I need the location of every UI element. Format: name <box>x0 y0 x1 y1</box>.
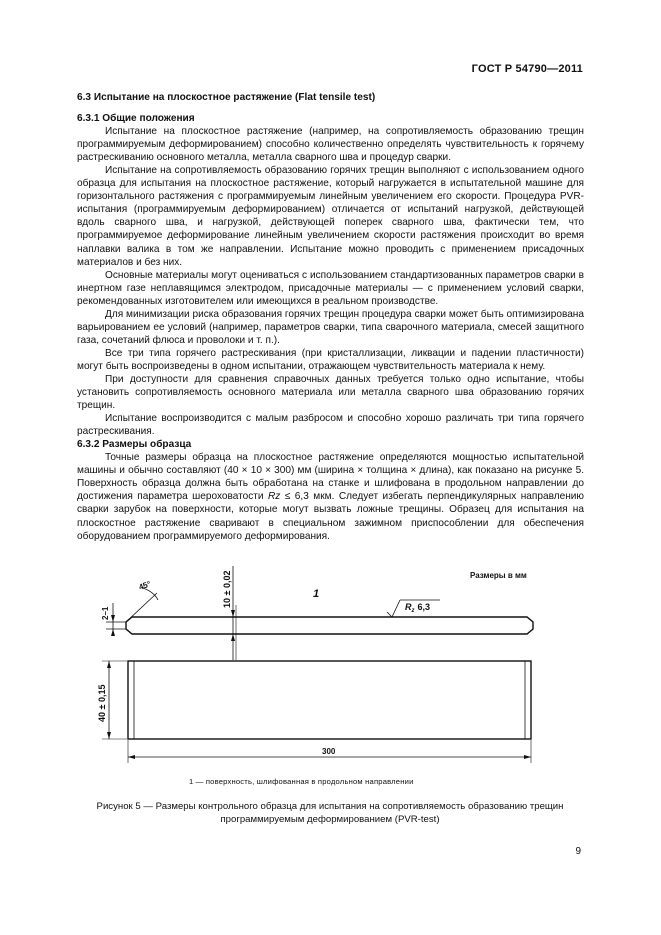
width-label: 40 ± 0,15 <box>97 684 107 722</box>
figure-caption: Рисунок 5 — Размеры контрольного образца для испытания на сопротивляемость образованию трещин программируемым деформированием (PVR-test) <box>96 801 564 825</box>
paragraph: Для минимизации риска образования горячих трещин процедура сварки может быть оптимизирована варьированием ее условий (например, параметров сварки, типа сварочного материала, смесей защитного газа, сочетаний флюса и проволоки и т. п.). <box>77 308 584 346</box>
figure-legend: 1 — поверхность, шлифованная в продольном направлении <box>189 777 414 786</box>
specimen-plan-view <box>102 661 531 763</box>
paragraph: Основные материалы могут оцениваться с использованием стандартизованных параметров сварки в инертном газе неплавящимся электродом, присадочные материалы — с применением условий сварки, рекомендованных изготовителем или имеющихся в реальном производстве. <box>77 269 584 307</box>
paragraph: Испытание на сопротивляемость образованию горячих трещин выполняют с использованием одного образца для испытания на плоскостное растяжение, который нагружается в испытательной машине для горизонтального растяжения с программируемым линейным увеличением его скорости. Процедура PVR-испытания (программируемым деформированием) отличается от испытаний нагрузкой, действующей вдоль сварного шва, и нагрузкой, действующей поперек сварного шва, фактически тем, что программируемое деформирование линейным увеличением скорости растяжения происходит во время наплавки валика в том же направлении. Испытание можно проводить с применением присадочных материалов и без них. <box>77 165 584 268</box>
paragraph: Испытание на плоскостное растяжение (например, на сопротивляемость образованию трещин программируемым деформированием) способно количественно определять чувствительность к горячему растрескиванию основного металла, металла сварного шва и процедур сварки. <box>77 126 584 164</box>
roughness-symbol: $R_z$ 6,3 <box>405 602 431 614</box>
section-title: 6.3 Испытание на плоскостное растяжение (Flat tensile test) <box>77 92 376 103</box>
length-label: 300 <box>322 747 336 756</box>
thickness-label: 10 ± 0,02 <box>222 570 232 608</box>
paragraph: Все три типа горячего растрескивания (при кристаллизации, ликвации и падении пластичности) могут быть воспроизведены в одном испытании, отражающем чувствительность материала к нему. <box>77 347 584 372</box>
chamfer-label: 2–1 <box>101 606 110 620</box>
specimen-side-view <box>106 566 533 660</box>
standard-header: ГОСТ Р 54790—2011 <box>471 63 583 75</box>
paragraph: Испытание воспроизводится с малым разбросом и способно хорошо различать три типа горячего растрескивания. <box>77 413 584 438</box>
angle-label: 45° <box>137 579 153 592</box>
paragraph: При доступности для сравнения справочных данных требуется только одно испытание, чтобы установить сопротивляемость основного материала или металла сварного шва образованию горячих трещин. <box>77 373 584 412</box>
paragraph-dimensions: Точные размеры образца на плоскостное растяжение определяются мощностью испытательной машины и обычно составляют (40 × 10 × 300) мм (ширина × толщина × длина), как показано на рисунке 5. Поверхность образца должна быть обработана на станке и шлифована в продольном направлении до достижения параметра шероховатости Rz ≤ 6,3 мкм. Следует избегать перпендикулярных направлению сварки зарубок на поверхности, которые могут вызвать ложные трещины. Образец для испытания на плоскостное растяжение сваривают в специальном зажимном приспособлении для обеспечения оборудованием программируемого деформирования. <box>77 452 584 542</box>
subsection-title-general: 6.3.1 Общие положения <box>77 113 195 125</box>
subsection-title-dimensions: 6.3.2 Размеры образца <box>77 439 192 451</box>
surface-ref: 1 <box>313 588 320 600</box>
page-number: 9 <box>575 846 581 857</box>
units-note: Размеры в мм <box>470 571 527 580</box>
